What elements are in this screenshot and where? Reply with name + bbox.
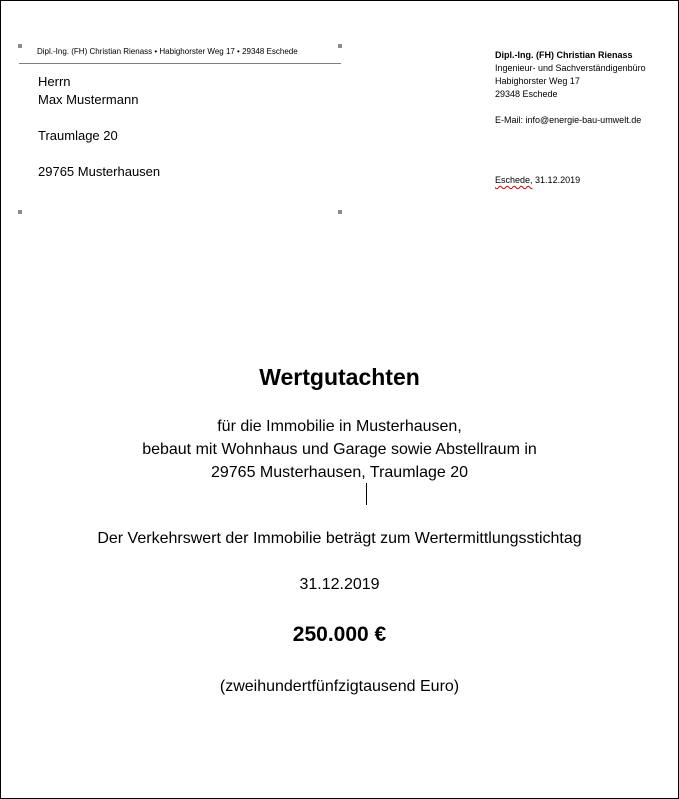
letter-date-place: Eschede, [495,175,533,185]
recipient-address [38,73,160,181]
subtitle-line-3: 29765 Musterhausen, Traumlage 20 [210,464,469,481]
recipient-city: 29765 Musterhausen [38,164,161,179]
letter-date [495,175,580,185]
sender-name: Dipl.-Ing. (FH) Christian Rienass [495,50,633,60]
sender-street: Habighorster Weg 17 [495,76,580,86]
valuation-amount: 250.000 € [292,623,387,646]
report-title: Wertgutachten [259,364,420,390]
sender-title: Ingenieur- und Sachverständigenbüro [495,63,646,73]
sender-return-line: Dipl.-Ing. (FH) Christian Rienass • Habighorster Weg 17 • 29348 Eschede [37,47,298,56]
valuation-statement: Der Verkehrswert der Immobilie beträgt zum Wertermittlungsstichtag [97,530,582,547]
valuation-amount-words: (zweihundertfünfzigtausend Euro) [219,678,460,695]
text-cursor [366,483,367,505]
recipient-salutation: Herrn [38,74,71,89]
sender-divider [19,63,341,64]
recipient-name: Max Mustermann [38,92,139,107]
sender-info-block [495,49,646,127]
recipient-street: Traumlage 20 [38,128,118,143]
letter-date-value: 31.12.2019 [535,175,581,185]
valuation-date: 31.12.2019 [299,576,380,593]
sender-city: 29348 Eschede [495,89,558,99]
report-subtitle [1,415,678,484]
subtitle-line-2: bebaut mit Wohnhaus und Garage sowie Abstellraum in [142,441,537,458]
sender-email: E-Mail: info@energie-bau-umwelt.de [495,115,642,125]
frame-handle-bottom-left[interactable] [18,210,22,214]
frame-handle-bottom-right[interactable] [338,210,342,214]
subtitle-line-1: für die Immobilie in Musterhausen, [217,418,462,435]
frame-handle-top-right[interactable] [338,44,342,48]
frame-handle-top-left[interactable] [18,44,22,48]
